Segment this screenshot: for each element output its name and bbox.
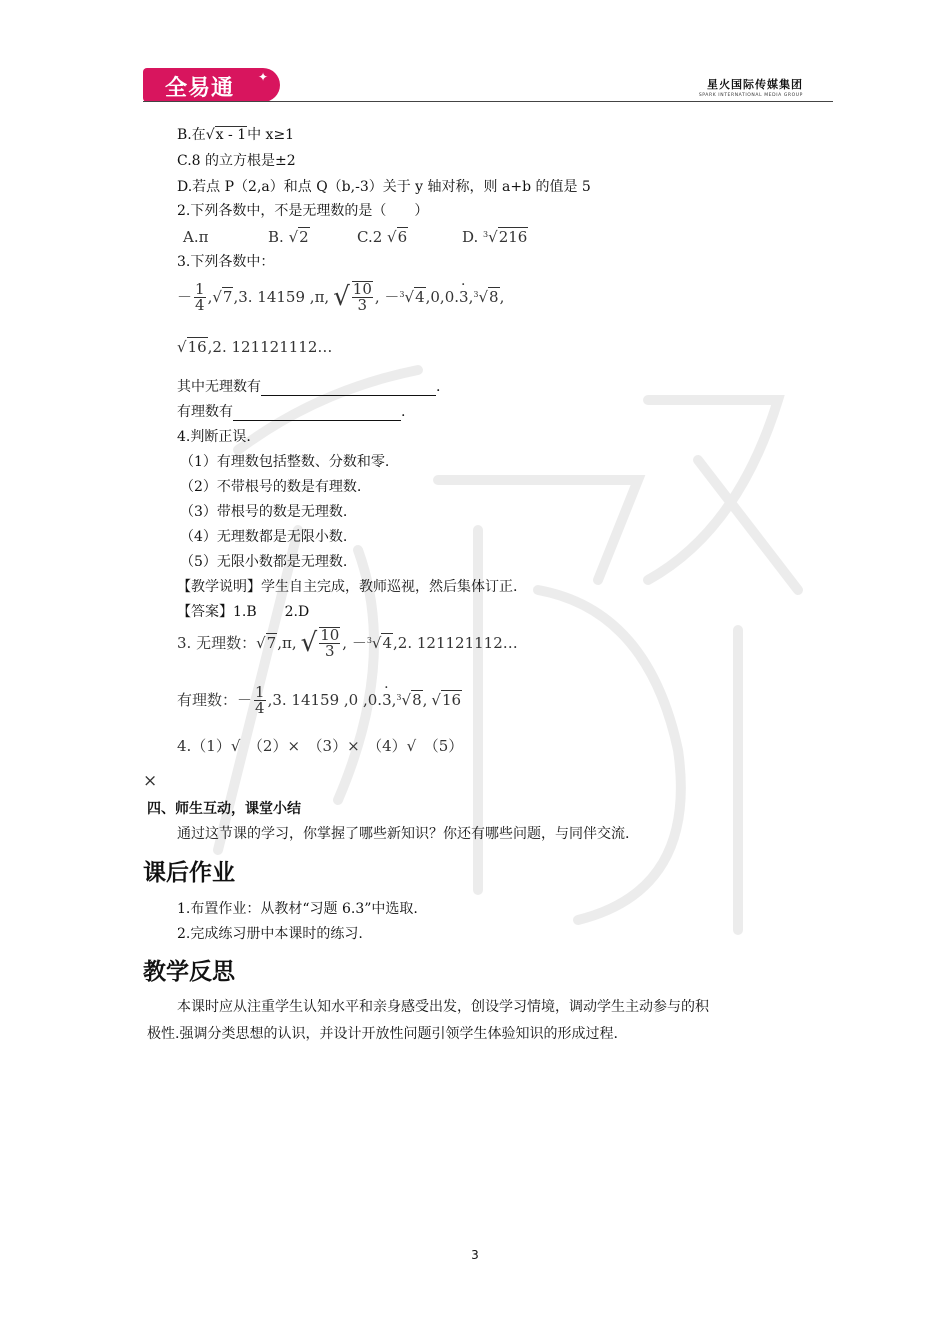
denominator: 4	[195, 295, 205, 314]
comma: ,	[422, 691, 428, 709]
radicand: x - 1	[215, 127, 247, 143]
comma: ,	[468, 288, 474, 306]
logo-text: 全易通	[165, 76, 235, 101]
publisher-name-en: SPARK INTERNATIONAL MEDIA GROUP	[698, 93, 803, 98]
radicand-8: 8	[489, 288, 499, 306]
rational-values: ,3. 14159 ,0 ,0.	[267, 691, 383, 709]
q2-b-label: B.	[268, 228, 284, 246]
q2-option-c: C.2 √6	[357, 228, 408, 246]
q2-c-label: C.2	[357, 228, 383, 246]
reflection-line-2: 极性.强调分类思想的认识，并设计开放性问题引领学生体验知识的形成过程.	[147, 1026, 618, 1042]
homework-heading: 课后作业	[143, 860, 235, 886]
q3-number-list-cont: √16,2. 121121112…	[177, 338, 333, 356]
reflection-heading: 教学反思	[143, 959, 235, 985]
q4-item-2: （2）不带根号的数是有理数.	[180, 479, 362, 495]
rational-blank-line: 有理数有 .	[177, 404, 406, 420]
fraction-ten-thirds	[352, 281, 373, 313]
answer-blank	[261, 381, 436, 396]
sparkle-icon: ✦	[258, 70, 269, 84]
fraction-ten-thirds	[319, 627, 340, 659]
answer-3-rational: 有理数： － $\frac{1}{4}$ ,3. 14159 ,0 ,0. 3 · , 3 √ 8 , √ 16	[177, 677, 462, 723]
answer-3-irrational: 3. 无理数： √ 7 ,π, √ $\frac{10}{3}$ , － 3 √ 4 ,2. 121121112…	[177, 626, 518, 660]
denominator: 3	[357, 296, 368, 314]
answer-blank	[233, 406, 401, 421]
numerator: 10	[320, 626, 340, 644]
number-2-121: ,2. 121121112…	[207, 338, 333, 356]
pi-term: ,π,	[277, 634, 297, 652]
sqrt-expression: √x - 1	[205, 127, 247, 143]
rational-answer-label: 有理数：	[177, 691, 238, 709]
radicand-4: 4	[382, 634, 393, 652]
number-2-121: ,2. 121121112…	[393, 634, 518, 652]
radicand-8: 8	[412, 691, 422, 709]
cube-root-index: 3	[473, 290, 479, 299]
comma: ,	[391, 691, 397, 709]
q4-item-3: （3）带根号的数是无理数.	[180, 504, 348, 520]
comma: ,	[499, 288, 505, 306]
irrational-label: 其中无理数有	[177, 379, 261, 395]
header-divider	[143, 101, 833, 102]
q2-option-a: A.π	[183, 228, 209, 246]
teaching-note: 【教学说明】学生自主完成，教师巡视，然后集体订正.	[177, 579, 518, 595]
numerator: 1	[195, 279, 205, 298]
q4-item-1: （1）有理数包括整数、分数和零.	[180, 454, 390, 470]
radicand-16: 16	[187, 338, 207, 356]
option-b	[177, 126, 294, 144]
zero-values: ,0,0.	[425, 288, 460, 306]
comma: ,	[324, 288, 330, 306]
cube-root-index: 3	[396, 693, 402, 702]
fraction-one-quarter	[194, 279, 206, 314]
numerator: 10	[352, 280, 372, 298]
question-4: 4.判断正误.	[177, 429, 251, 445]
q2-c-radicand: 6	[397, 228, 408, 246]
option-b-label: B.在	[177, 127, 206, 143]
publisher-brand	[699, 76, 803, 98]
cube-root-index: 3	[399, 290, 405, 299]
fraction-one-quarter	[254, 682, 266, 717]
comma-minus: , －	[374, 288, 400, 306]
repeating-3: 3 ·	[382, 689, 392, 711]
q2-d-index: 3	[483, 230, 489, 239]
answer-4: 4.（1）√ （2）× （3）× （4）√ （5）	[177, 737, 464, 755]
radicand-4: 4	[415, 288, 425, 306]
q2-b-radicand: 2	[299, 228, 309, 246]
option-b-tail: 中 x≥1	[247, 127, 295, 143]
option-c: C.8 的立方根是±2	[177, 153, 296, 169]
answer-3-label: 3. 无理数：	[177, 634, 257, 652]
rational-label: 有理数有	[177, 404, 233, 420]
radicand-16: 16	[441, 691, 462, 709]
denominator: 4	[255, 698, 265, 717]
answer-key: 【答案】1.B 2.D	[177, 604, 310, 620]
denominator: 3	[324, 642, 335, 660]
radicand-7: 7	[222, 288, 233, 306]
numerator: 1	[255, 682, 265, 701]
section-4-title: 四、师生互动，课堂小结	[147, 801, 301, 817]
comma-minus: , －	[342, 634, 367, 652]
radicand-7: 7	[266, 634, 277, 652]
question-3: 3.下列各数中：	[177, 254, 275, 270]
q2-option-d: D. $^3$√216	[462, 228, 528, 246]
section-4-text: 通过这节课的学习，你掌握了哪些新知识？你还有哪些问题，与同伴交流.	[177, 826, 630, 842]
reflection-line-1: 本课时应从注重学生认知水平和亲身感受出发，创设学习情境，调动学生主动参与的积	[177, 999, 709, 1015]
homework-item-1: 1.布置作业：从教材“习题 6.3”中选取.	[177, 901, 418, 917]
repeating-3: 3 ·	[459, 286, 469, 308]
minus-sign: －	[237, 691, 253, 709]
q2-d-radicand: 216	[498, 228, 528, 246]
q4-item-5: （5）无限小数都是无理数.	[180, 554, 348, 570]
q3-number-list: － $\frac{1}{4}$ , √ 7 ,3. 14159 , π , √ $\frac{10}{3}$ , － 3 √ 4 ,0,0. 3 · , 3 √ 8 ,	[177, 274, 504, 320]
page-number: 3	[471, 1248, 479, 1262]
question-2: 2.下列各数中，不是无理数的是（ ）	[177, 203, 429, 219]
cube-root-index: 3	[366, 636, 372, 645]
comma: ,	[207, 288, 213, 306]
q4-item-4: （4）无理数都是无限小数.	[180, 529, 348, 545]
irrational-blank-line: 其中无理数有 .	[177, 379, 441, 395]
brand-logo	[143, 68, 280, 102]
minus-sign: －	[177, 288, 193, 306]
homework-item-2: 2.完成练习册中本课时的练习.	[177, 926, 363, 942]
q2-option-b: B. √2	[268, 228, 309, 246]
pi-symbol: π	[314, 288, 325, 306]
option-d: D.若点 P（2,a）和点 Q（b,-3）关于 y 轴对称，则 a+b 的值是 5	[177, 179, 591, 195]
q2-d-label: D.	[462, 228, 479, 246]
answer-4-cont: ×	[143, 771, 158, 791]
publisher-name-cn: 星火国际传媒集团	[707, 78, 803, 91]
number-3-14159: ,3. 14159 ,	[233, 288, 315, 306]
